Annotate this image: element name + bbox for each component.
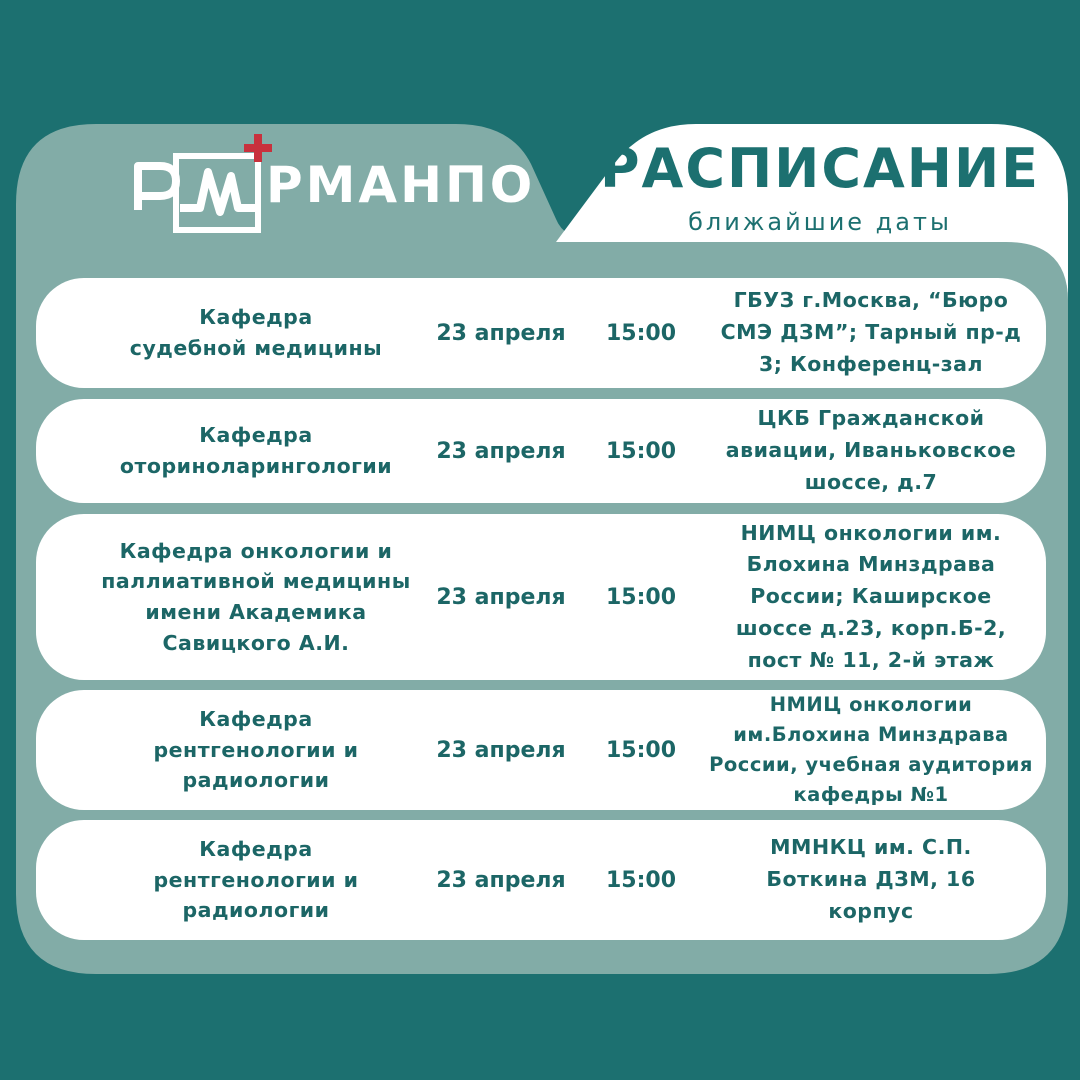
logo-text: РМАНПО <box>266 156 536 214</box>
event-date: 23 апреля <box>436 584 566 610</box>
logo <box>130 130 536 240</box>
page-title: РАСПИСАНИЕ <box>599 137 1041 200</box>
schedule-row <box>36 278 1046 388</box>
event-location: ММНКЦ им. С.П. Боткина ДЗМ, 16 корпус <box>766 835 976 923</box>
department-name: Кафедра рентгенологии и радиологии <box>153 836 359 923</box>
event-location: НИМЦ онкологии им. Блохина Минздрава России; Каширское шоссе д.23, корп.Б-2, пост № 11, 2-й этаж <box>735 520 1007 672</box>
schedule-row <box>36 690 1046 810</box>
department-name: Кафедра рентгенологии и радиологии <box>153 706 359 793</box>
department-name: Кафедра оториноларингологии <box>119 423 393 478</box>
event-date: 23 апреля <box>436 867 566 893</box>
event-time: 15:00 <box>605 584 677 610</box>
event-time: 15:00 <box>605 737 677 763</box>
event-date: 23 апреля <box>436 320 566 346</box>
event-location: ГБУЗ г.Москва, “Бюро СМЭ ДЗМ”; Тарный пр-д 3; Конференц-зал <box>720 288 1022 376</box>
department-name: Кафедра судебной медицины <box>129 305 383 360</box>
event-date: 23 апреля <box>436 737 566 763</box>
schedule-row <box>36 820 1046 940</box>
event-time: 15:00 <box>605 867 677 893</box>
event-time: 15:00 <box>605 320 677 346</box>
event-location: НМИЦ онкологии им.Блохина Минздрава России, учебная аудитория кафедры №1 <box>709 692 1033 807</box>
page-subtitle: ближайшие даты <box>688 208 952 236</box>
department-name: Кафедра онкологии и паллиативной медицины имени Академика Савицкого А.И. <box>101 538 411 655</box>
schedule-row <box>36 514 1046 680</box>
event-time: 15:00 <box>605 438 677 464</box>
event-location: ЦКБ Гражданской авиации, Иваньковское шоссе, д.7 <box>725 406 1017 494</box>
schedule-row <box>36 399 1046 503</box>
event-date: 23 апреля <box>436 438 566 464</box>
